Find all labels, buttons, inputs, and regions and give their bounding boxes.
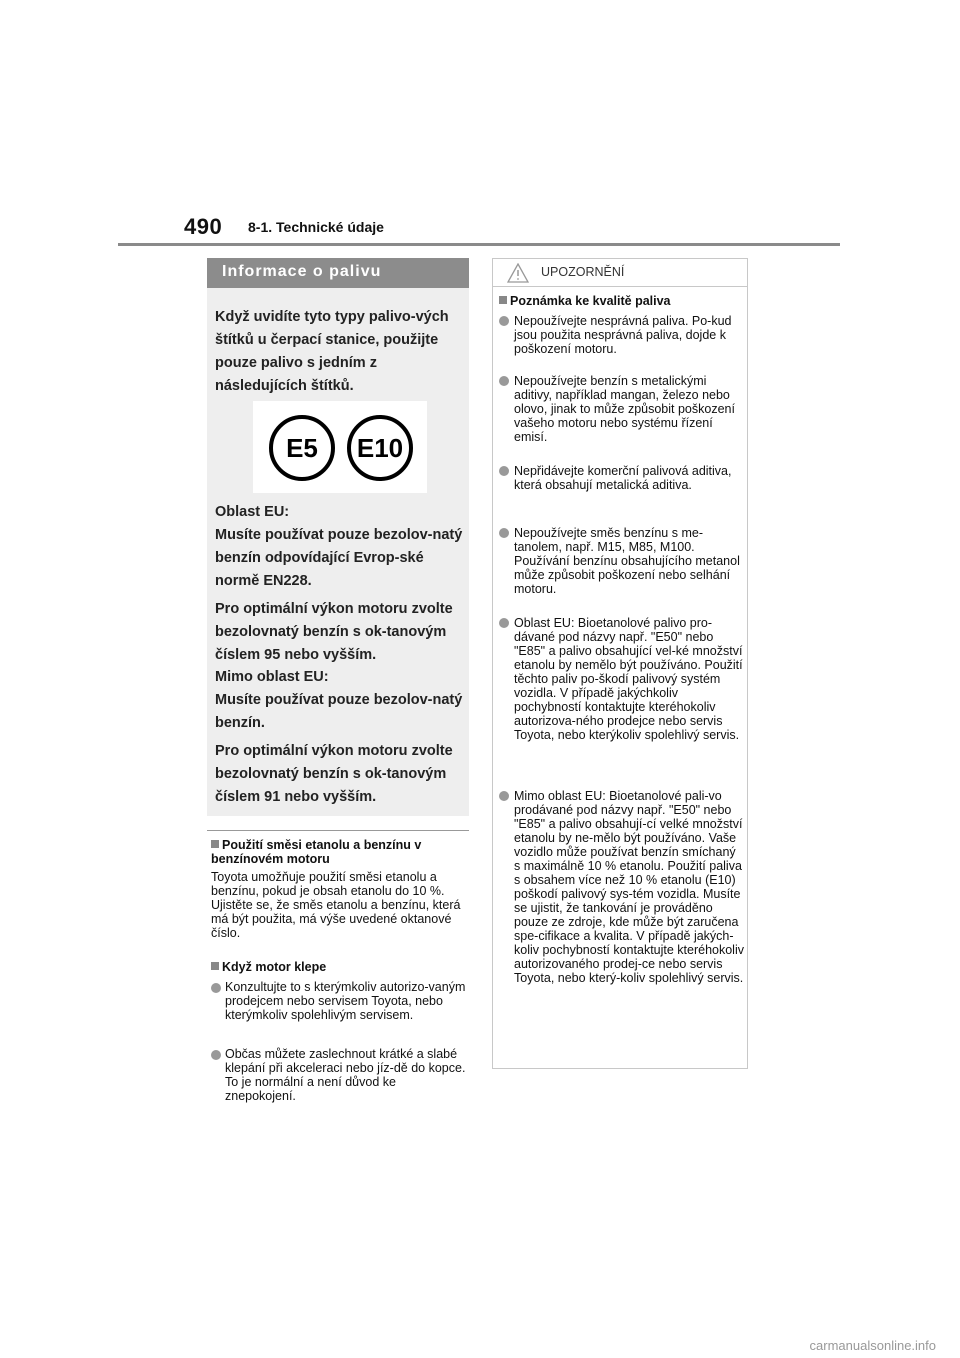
ethanol-text: Toyota umožňuje použití směsi etanolu a benzínu, pokud je obsah etanolu do 10 %. Ujistěte se, že směs etanolu a benzínu, která má být použita, má výše uvedené oktanové číslo. (211, 870, 461, 940)
warning-item: Mimo oblast EU: Bioetanolové pali-vo prodávané pod názvy např. "E50" nebo "E85" a palivo obsahují-cí velké množství etanolu by ne-mělo být používáno. Vaše vozidlo může používat benzín smíchaný s maximálně 10 % etanolu. Použití paliva s obsahem více než 10 % etanolu (E10) poškodí palivový sys-tém vozidla. Musíte se ujistit, že tankování je prováděno pouze ze zdroje, kde může být zaručena spe-cifikace a kvalita. V případě jakých-koliv pochybností kontaktujte kteréhokoliv autorizovaného prodej-ce nebo servis Toyota, nebo který-koliv spolehlivý servis. (499, 789, 744, 985)
warning-heading: Poznámka ke kvalitě paliva (499, 294, 671, 308)
round-bullet-icon (499, 791, 509, 801)
non-eu-region-label: Mimo oblast EU: (215, 669, 329, 685)
section-title: 8-1. Technické údaje (248, 219, 384, 235)
eu-fuel-requirement: Musíte používat pouze bezolov-natý benzín odpovídající Evrop-ské normě EN228. (215, 527, 463, 589)
fuel-info-title: Informace o palivu (222, 263, 382, 280)
section-divider (207, 830, 469, 831)
square-bullet-icon (211, 962, 219, 970)
square-bullet-icon (499, 296, 507, 304)
round-bullet-icon (499, 376, 509, 386)
warning-item: Nepoužívejte směs benzínu s me-tanolem, např. M15, M85, M100. Používání benzínu obsahujícího metanol může způsobit poškození nebo selhání motoru. (499, 526, 744, 596)
list-item: Konzultujte to s kterýmkoliv autorizo-vaným prodejcem nebo servisem Toyota, nebo kterýmkoliv spolehlivým servisem. (211, 980, 466, 1022)
warning-box (492, 258, 748, 1069)
non-eu-fuel-requirement: Musíte používat pouze bezolov-natý benzín. (215, 692, 463, 731)
warning-item: Nepoužívejte nesprávná paliva. Po-kud jsou použita nesprávná paliva, dojde k poškození motoru. (499, 314, 744, 356)
round-bullet-icon (499, 316, 509, 326)
warning-item: Nepoužívejte benzín s metalickými aditivy, například mangan, železo nebo olovo, jinak to může způsobit poškození vašeho motoru nebo systému řízení emisí. (499, 374, 744, 444)
fuel-info-header (207, 258, 469, 288)
eu-region-label: Oblast EU: (215, 504, 290, 520)
fuel-label-panel (253, 401, 427, 493)
e5-fuel-label-icon: E5 (269, 415, 335, 481)
e10-fuel-label-icon: E10 (347, 415, 413, 481)
fuel-info-intro: Když uvidíte tyto typy palivo-vých štítků u čerpací stanice, použijte pouze palivo s jedním z následujících štítků. (215, 309, 449, 394)
knock-heading: Když motor klepe (211, 960, 471, 974)
square-bullet-icon (211, 840, 219, 848)
non-eu-octane-recommendation: Pro optimální výkon motoru zvolte bezolovnatý benzín s ok-tanovým číslem 91 nebo vyšším. (215, 743, 453, 805)
warning-triangle-icon (507, 263, 529, 283)
round-bullet-icon (211, 1050, 221, 1060)
round-bullet-icon (211, 983, 221, 993)
warning-item: Nepřidávejte komerční palivová aditiva, která obsahují metalická aditiva. (499, 464, 744, 492)
round-bullet-icon (499, 618, 509, 628)
warning-title: UPOZORNĚNÍ (541, 265, 625, 279)
header-divider (118, 243, 840, 246)
fuel-info-box (207, 258, 469, 816)
page-number: 490 (184, 214, 223, 239)
round-bullet-icon (499, 528, 509, 538)
eu-octane-recommendation: Pro optimální výkon motoru zvolte bezolovnatý benzín s ok-tanovým číslem 95 nebo vyšším. (215, 601, 453, 663)
warning-item: Oblast EU: Bioetanolové palivo pro-dávané pod názvy např. "E50" nebo "E85" a palivo obsahující vel-ké množství etanolu by nemělo být používáno. Použití těchto paliv po-škodí palivový systém vozidla. V případě jakýchkoliv pochybností kontaktujte kteréhokoliv autorizova-ného prodejce nebo servis Toyota, nebo kterýkoliv spolehlivý servis. (499, 616, 744, 742)
warning-title-row (493, 259, 747, 287)
ethanol-heading: Použití směsi etanolu a benzínu v benzínovém motoru (211, 838, 422, 866)
round-bullet-icon (499, 466, 509, 476)
footer-watermark: carmanualsonline.info (809, 1338, 936, 1353)
list-item: Občas můžete zaslechnout krátké a slabé klepání při akceleraci nebo jíz-dě do kopce. To je normální a není důvod ke znepokojení. (211, 1047, 466, 1103)
